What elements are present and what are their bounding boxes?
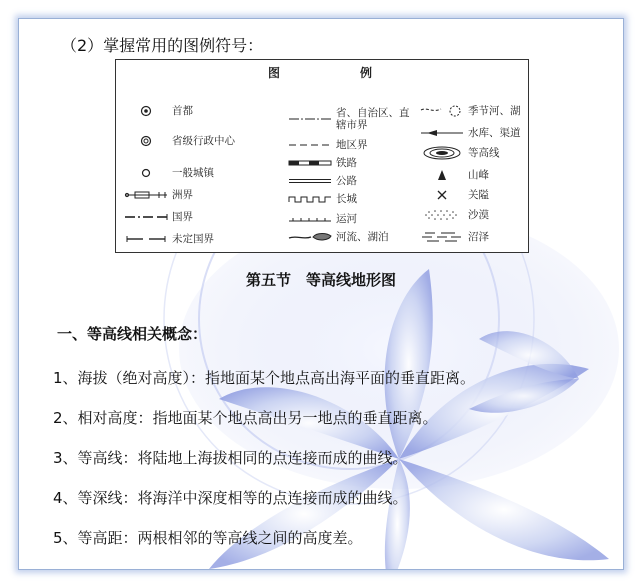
town-icon bbox=[120, 166, 172, 180]
legend-label: 公路 bbox=[336, 175, 357, 187]
subheading: 一、等高线相关概念： bbox=[57, 325, 208, 343]
legend-label: 地区界 bbox=[336, 139, 368, 151]
peak-icon bbox=[416, 169, 468, 181]
legend-label: 一般城镇 bbox=[172, 167, 214, 179]
legend-item bbox=[284, 172, 357, 190]
legend-item bbox=[416, 102, 521, 120]
pass-icon bbox=[416, 189, 468, 201]
legend-label: 铁路 bbox=[336, 157, 357, 169]
legend-item bbox=[416, 186, 489, 204]
legend-item bbox=[284, 136, 368, 154]
legend-label: 省级行政中心 bbox=[172, 135, 235, 147]
legend-item bbox=[284, 106, 416, 132]
legend-item bbox=[416, 124, 521, 142]
legend-label: 河流、湖泊 bbox=[336, 231, 389, 243]
national-border-icon bbox=[120, 212, 172, 222]
legend-item bbox=[120, 208, 193, 226]
concept-line: 1、海拔（绝对高度）：指地面某个地点高出海平面的垂直距离。 bbox=[53, 369, 476, 387]
legend-item bbox=[120, 132, 235, 150]
river-lake-icon bbox=[284, 231, 336, 243]
legend-item bbox=[284, 228, 389, 246]
legend-item bbox=[416, 166, 489, 184]
undetermined-border-icon bbox=[120, 234, 172, 244]
concept-line: 5、等高距：两根相邻的等高线之间的高度差。 bbox=[53, 529, 363, 547]
provincial-center-icon bbox=[120, 134, 172, 148]
legend-item bbox=[120, 164, 214, 182]
legend-label: 等高线 bbox=[468, 147, 500, 159]
provincial-border-icon bbox=[284, 114, 336, 124]
legend-label: 运河 bbox=[336, 213, 357, 225]
legend-label: 未定国界 bbox=[172, 233, 214, 245]
section-title: 第五节 等高线地形图 bbox=[245, 271, 396, 289]
legend-label: 沼泽 bbox=[468, 231, 489, 243]
legend-item bbox=[416, 144, 500, 162]
legend-label: 长城 bbox=[336, 193, 357, 205]
legend-label: 水库、渠道 bbox=[468, 127, 521, 139]
contour-icon bbox=[416, 146, 468, 160]
legend-label: 山峰 bbox=[468, 169, 489, 181]
legend-item bbox=[284, 154, 357, 172]
continental-border-icon bbox=[120, 190, 172, 200]
legend-item bbox=[120, 102, 193, 120]
legend-title-right: 例 bbox=[360, 66, 373, 80]
legend-item bbox=[416, 228, 489, 246]
district-border-icon bbox=[284, 140, 336, 150]
desert-icon bbox=[416, 208, 468, 222]
legend-label: 洲界 bbox=[172, 189, 193, 201]
highway-icon bbox=[284, 176, 336, 186]
seasonal-river-icon bbox=[416, 104, 468, 118]
legend-label: 沙漠 bbox=[468, 209, 489, 221]
legend-item bbox=[284, 210, 357, 228]
swamp-icon bbox=[416, 230, 468, 244]
legend-title-left: 图 bbox=[268, 66, 281, 80]
legend-label: 首都 bbox=[172, 105, 193, 117]
legend-item bbox=[120, 230, 214, 248]
concept-line: 4、等深线：将海洋中深度相等的点连接而成的曲线。 bbox=[53, 489, 408, 507]
great-wall-icon bbox=[284, 194, 336, 204]
legend-item bbox=[284, 190, 357, 208]
canal-icon bbox=[284, 214, 336, 224]
legend-label: 关隘 bbox=[468, 189, 489, 201]
intro-text: （2）掌握常用的图例符号： bbox=[61, 36, 264, 55]
concept-line: 3、等高线：将陆地上海拔相同的点连接而成的曲线。 bbox=[53, 449, 408, 467]
concept-line: 2、相对高度：指地面某个地点高出另一地点的垂直距离。 bbox=[53, 409, 438, 427]
capital-icon bbox=[120, 104, 172, 118]
legend-label: 省、自治区、直辖市界 bbox=[336, 107, 410, 131]
legend-label: 季节河、湖 bbox=[468, 105, 521, 117]
legend-label: 国界 bbox=[172, 211, 193, 223]
reservoir-icon bbox=[416, 128, 468, 138]
legend-item bbox=[416, 206, 489, 224]
legend-table bbox=[115, 59, 529, 253]
railway-icon bbox=[284, 158, 336, 168]
content-frame bbox=[18, 18, 624, 570]
legend-item bbox=[120, 186, 193, 204]
